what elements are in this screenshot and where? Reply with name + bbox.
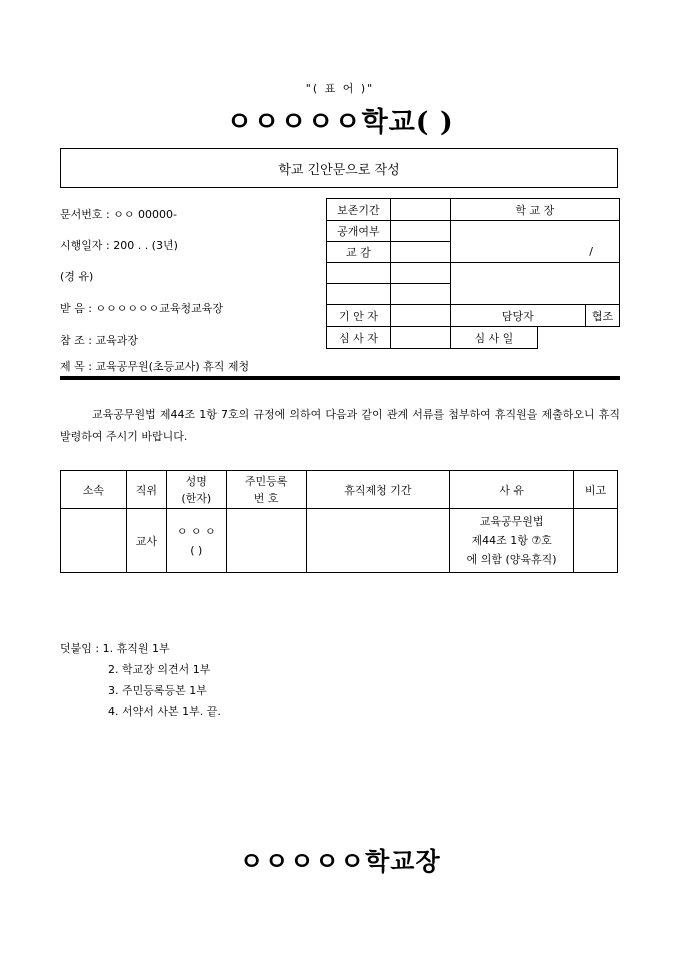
exec-date: 시행일자 : 200 . . (3년) xyxy=(60,239,178,252)
header-period: 휴직제청 기간 xyxy=(306,471,450,509)
review-date-label: 심 사 일 xyxy=(450,327,538,349)
row-position: 교사 xyxy=(126,509,166,573)
drafter-label: 기 안 자 xyxy=(327,305,391,327)
header-resident-line1: 주민등록 xyxy=(244,474,288,488)
row-name xyxy=(166,509,226,573)
header-name xyxy=(166,471,226,509)
principal-label: 학 교 장 xyxy=(450,199,619,221)
review-date-value xyxy=(538,327,620,349)
reviewer-value xyxy=(390,327,450,349)
disclosure-value xyxy=(390,221,450,242)
header-resident xyxy=(226,471,306,509)
section-divider xyxy=(60,376,620,380)
header-position: 직위 xyxy=(126,471,166,509)
drafter-value xyxy=(390,305,450,327)
row-period xyxy=(306,509,450,573)
row-reason-line1: 교육공무원법 xyxy=(479,515,544,528)
header-remarks: 비고 xyxy=(574,471,618,509)
subject: 제 목 : 교육공무원(초등교사) 휴직 제청 xyxy=(60,360,250,373)
doc-number: 문서번호 : ㅇㅇ 00000- xyxy=(60,208,177,221)
row-reason-line3: 에 의함 (양육휴직) xyxy=(466,553,557,566)
row-reason-line2: 제44조 1항 ⑦호 xyxy=(471,534,552,547)
footer-signature: ㅇㅇㅇㅇㅇ학교장 xyxy=(239,847,441,876)
slash-mark: / xyxy=(589,245,593,258)
blank-cell-b1 xyxy=(327,284,391,305)
row-remarks xyxy=(574,509,618,573)
row-resident xyxy=(226,509,306,573)
retention-label: 보존기간 xyxy=(327,199,391,221)
motto: "( 표 어 )" xyxy=(305,82,375,95)
body-paragraph: 교육공무원법 제44조 1항 7호의 규정에 의하여 다음과 같이 관계 서류를 첨부하여 휴직원을 제출하오니 휴직 발령하여 주시기 바랍니다. xyxy=(60,408,620,443)
document-title: ㅇㅇㅇㅇㅇ학교( ) xyxy=(226,107,454,138)
retention-value xyxy=(390,199,450,221)
via: (경 유) xyxy=(60,270,94,283)
blank-cell-a3 xyxy=(450,263,619,305)
row-name-line2: ( ) xyxy=(190,543,203,557)
in-charge-label: 담당자 xyxy=(450,305,586,327)
row-affiliation xyxy=(61,509,127,573)
principal-sign-cell xyxy=(450,221,619,263)
blank-cell-b2 xyxy=(390,284,450,305)
blank-cell-a2 xyxy=(390,263,450,284)
row-name-line1: ㅇ ㅇ ㅇ xyxy=(176,524,216,538)
disclosure-label: 공개여부 xyxy=(327,221,391,242)
row-reason xyxy=(450,509,574,573)
approval-table xyxy=(326,198,620,349)
attachment-item: 4. 서약서 사본 1부. 끝. xyxy=(108,705,221,718)
inspection-value xyxy=(390,242,450,263)
attachment-label: 덧붙임 : 1. 휴직원 1부 xyxy=(60,642,170,655)
instruction-text: 학교 긴안문으로 작성 xyxy=(278,162,400,178)
blank-cell-a1 xyxy=(327,263,391,284)
attachment-item: 2. 학교장 의견서 1부 xyxy=(108,663,211,676)
reference: 참 조 : 교육과장 xyxy=(60,334,138,347)
inspection-label: 교 감 xyxy=(327,242,391,263)
cooperation-label: 협조 xyxy=(586,305,620,327)
header-name-line2: (한자) xyxy=(181,491,212,505)
header-affiliation: 소속 xyxy=(61,471,127,509)
header-resident-line2: 번 호 xyxy=(253,491,279,505)
reviewer-label: 심 사 자 xyxy=(327,327,391,349)
attachment-item: 3. 주민등록등본 1부 xyxy=(108,684,207,697)
header-name-line1: 성명 xyxy=(185,474,207,488)
header-reason: 사 유 xyxy=(450,471,574,509)
instruction-box xyxy=(60,148,618,188)
leave-table xyxy=(60,470,618,573)
recipient: 받 음 : ㅇㅇㅇㅇㅇㅇ교육청교육장 xyxy=(60,302,223,315)
